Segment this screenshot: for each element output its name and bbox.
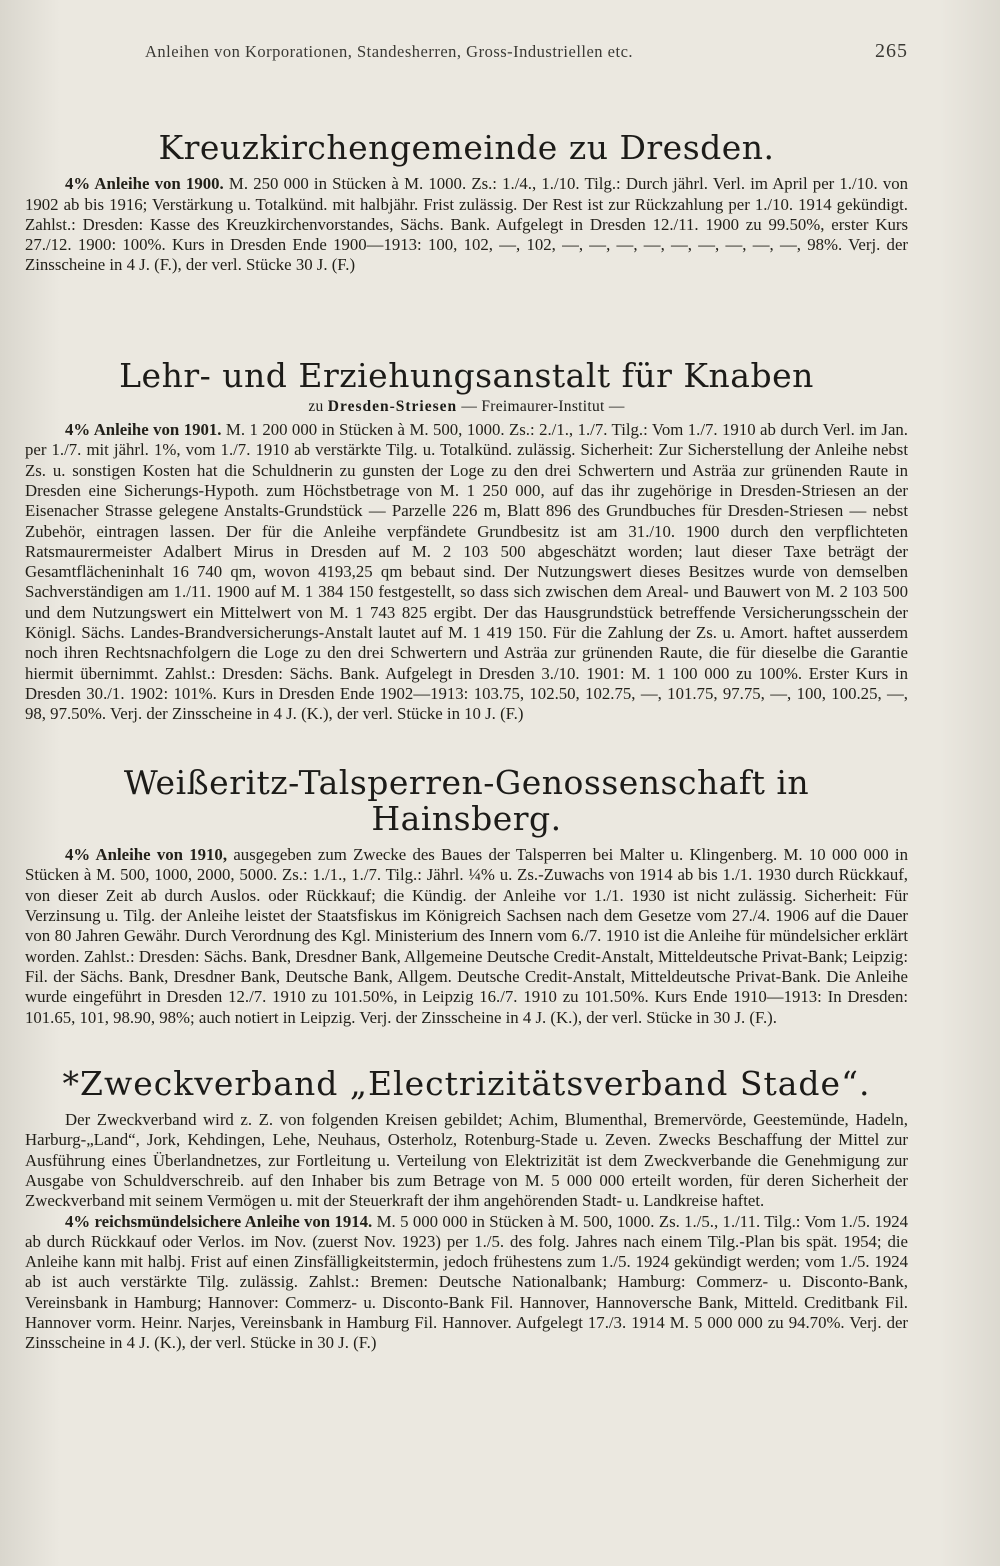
loan-heading: 4% reichsmündelsichere Anleihe von 1914.: [65, 1211, 373, 1231]
loan-details: M. 5 000 000 in Stücken à M. 500, 1000. Zs. 1./5., 1./11. Tilg.: Vom 1./5. 1924 ab durch Rückkauf oder Verlos. im Nov. (zuerst Nov. 1923) per 1./5. des folg. Jahres nach einem Tilg.-Plan bis spät. 1954; die Anleihe kann mit halbj. Frist auf einen Zinsfälligkeitstermin, jedoch frühestens zum 1./5. 1924 gekündigt werden; vom 1./5. 1924 ab ist auch verstärkte Tilg. zulässig. Zahlst.: Bremen: Deutsche Nationalbank; Hamburg: Commerz- u. Disconto-Bank, Vereinsbank in Hamburg; Hannover: Commerz- u. Disconto-Bank Fil. Hannover, Hannoversche Bank, Mitteld. Creditbank Fil. Hannover vorm. Heinr. Narjes, Vereinsbank in Hamburg Fil. Hannover. Aufgelegt 17./3. 1914 M. 5 000 000 zu 94.70%. Verj. der Zinsscheine in 4 J. (K.), der verl. Stücke in 30 J. (F.): [25, 1211, 909, 1353]
entry-subtitle: [25, 398, 908, 416]
entry-kreuzkirchengemeinde: [25, 130, 908, 276]
entry-intro: Der Zweckverband wird z. Z. von folgenden Kreisen gebildet; Achim, Blumenthal, Bremervörde, Geestemünde, Hadeln, Harburg-„Land“, Jork, Kehdingen, Lehe, Neuhaus, Osterholz, Rotenburg-Stade u. Zeven. Zwecks Beschaffung der Mittel zur Ausführung eines Überlandnetzes, zur Fortleitung u. Verteilung von Elektrizität ist dem Zweckverbande die Genehmigung zur Ausgabe von Schuldverschreib. auf den Inhaber bis zum Betrage von M. 5 000 000 erteilt worden, für deren Sicherheit der Zweckverband mit seinem Vermögen u. mit der Steuerkraft der ihm angehörenden Stadt- u. Landkreise haftet.: [25, 1110, 908, 1211]
subtitle-prefix: zu: [308, 398, 324, 416]
page-number: 265: [875, 40, 908, 62]
entry-lehr-und-erziehungsanstalt: [25, 355, 908, 725]
entry-title: Lehr- und Erziehungsanstalt für Knaben: [119, 355, 814, 395]
entry-body: [25, 174, 908, 275]
entry-title: *Zweckverband „Electrizitätsverband Stade“.: [62, 1063, 871, 1103]
subtitle-suffix: — Freimaurer-Institut —: [461, 398, 625, 416]
loan-details: M. 1 200 000 in Stücken à M. 500, 1000. Zs.: 2./1., 1./7. Tilg.: Vom 1./7. 1910 ab durch Verl. im Jan. per 1./7. mit jährl. 1%, vom 1./7. 1910 ab verstärkte Tilg. u. Totalkünd. zulässig. Sicherheit: Zur Sicherstellung der Anleihe nebst Zs. u. sonstigen Kosten hat die Schuldnerin zu gunsten der Loge zu den drei Schwertern und Asträa zur grünenden Raute in Dresden eine Sicherungs-Hypoth. zum Höchstbetrage von M. 1 250 000, auf das ihr zugehörige in Dresden-Striesen an der Eisenacher Strasse gelegene Anstalts-Grundstück — Parzelle 226 m, Blatt 896 des Grundbuches für Dresden-Striesen — nebst Zubehör, eintragen lassen. Der für die Anleihe verpfändete Grundbesitz ist am 31./10. 1900 durch den verpflichteten Ratsmaurermeister Adalbert Mirus in Dresden auf M. 2 103 500 abgeschätzt worden; laut dieser Taxe beträgt der Gesamtflächeninhalt 16 740 qm, wovon 4193,25 qm bebaut sind. Der Nutzungswert dieses Besitzes wurde von demselben Sachverständigen am 1./11. 1900 auf M. 1 384 150 festgestellt, so dass sich zwischen dem Areal- und Bauwert von M. 2 103 500 und dem Nutzungswert ein Mittelwert von M. 1 743 825 ergibt. Der das Hausgrundstück betreffende Versicherungsschein der Königl. Sächs. Landes-Brandversicherungs-Anstalt lautet auf M. 1 419 150. Für die Zahlung der Zs. u. Amort. haftet ausserdem noch ihren Rechtsnachfolgern die Loge zu den drei Schwertern und Asträa zur grünenden Raute, die für dieselbe die Garantie hiermit übernimmt. Zahlst.: Dresden: Sächs. Bank. Aufgelegt in Dresden 3./10. 1901: M. 1 100 000 zu 100%. Erster Kurs in Dresden 30./1. 1902: 101%. Kurs in Dresden Ende 1902—1913: 103.75, 102.50, 102.75, —, 101.75, 97.75, —, 100, 100.25, —, 98, 97.50%. Verj. der Zinsscheine in 4 J. (K.), der verl. Stücke in 10 J. (F.): [25, 420, 908, 724]
entry-electrizitaetsverband-stade: [25, 1063, 909, 1354]
entry-title: Weißeritz-Talsperren-Genossenschaft in Hainsberg.: [123, 762, 810, 838]
entry-body: [25, 420, 908, 724]
loan-heading: 4% Anleihe von 1910,: [65, 845, 228, 865]
running-header: [25, 40, 908, 80]
entry-weisseritz-talsperren: [25, 762, 908, 1028]
loan-details: M. 250 000 in Stücken à M. 1000. Zs.: 1./4., 1./10. Tilg.: Durch jährl. Verl. im April per 1./10. von 1902 ab bis 1916; Verstärkung u. Totalkünd. mit halbjähr. Frist zulässig. Der Rest ist zur Rückzahlung per 1./10. 1914 gekündigt. Zahlst.: Dresden: Kasse des Kreuzkirchenvorstandes, Sächs. Bank. Aufgelegt in Dresden 12./11. 1900 zu 99.50%, erster Kurs 27./12. 1900: 100%. Kurs in Dresden Ende 1900—1913: 100, 102, —, 102, —, —, —, —, —, —, —, —, —, 98%. Verj. der Zinsscheine in 4 J. (F.), der verl. Stücke 30 J. (F.): [25, 174, 909, 275]
loan-heading: 4% Anleihe von 1900.: [65, 174, 224, 194]
entry-body: [25, 845, 908, 1028]
entry-body: [25, 1212, 908, 1354]
loan-heading: 4% Anleihe von 1901.: [65, 420, 222, 440]
running-title: Anleihen von Korporationen, Standesherren, Gross-Industriellen etc.: [145, 42, 634, 61]
subtitle-place: Dresden-Striesen: [327, 398, 458, 416]
entry-title: Kreuzkirchengemeinde zu Dresden.: [158, 128, 775, 167]
loan-details: ausgegeben zum Zwecke des Baues der Talsperren bei Malter u. Klingenberg. M. 10 000 000 in Stücken à M. 500, 1000, 2000, 5000. Zs.: 1./1., 1./7. Tilg.: Jährl. ¼% u. Zs.-Zuwachs von 1914 ab bis 1./1. 1930 durch Rückkauf, von dieser Zeit ab durch Auslos. oder Rückkauf; die Kündig. der Anleihe vor 1./1. 1930 ist nicht zulässig. Sicherheit: Für Verzinsung u. Tilg. der Anleihe leistet der Staatsfiskus im Königreich Sachsen nach dem Gesetze vom 27./4. 1906 auf die Dauer von 80 Jahren Gewähr. Durch Verordnung des Kgl. Ministerium des Innern vom 6./7. 1910 ist die Anleihe für mündelsicher erklärt worden. Zahlst.: Dresden: Sächs. Bank, Dresdner Bank, Allgemeine Deutsche Credit-Anstalt, Mitteldeutsche Privat-Bank; Leipzig: Fil. der Sächs. Bank, Dresdner Bank, Deutsche Bank, Allgem. Deutsche Credit-Anstalt, Mitteldeutsche Privat-Bank. Die Anleihe wurde eingeführt in Dresden 12./7. 1910 zu 101.50%, in Leipzig 16./7. 1910 zu 101.50%. Kurs Ende 1910—1913: In Dresden: 101.65, 101, 98.90, 98%; auch notiert in Leipzig. Verj. der Zinsscheine in 4 J. (K.), der verl. Stücke in 30 J. (F.).: [25, 845, 908, 1027]
